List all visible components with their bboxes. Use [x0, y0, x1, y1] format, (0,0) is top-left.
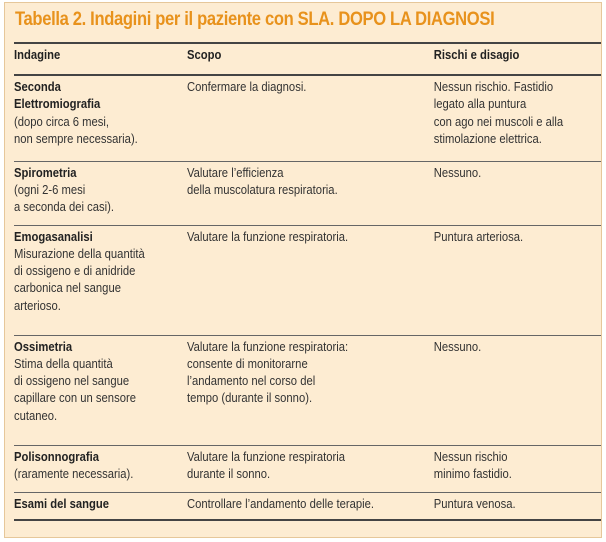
risk-text: Nessun rischio. Fastidio legato alla puntura con ago nei muscoli e alla stimolazione elettrica. [433, 80, 564, 146]
table-row [14, 75, 601, 161]
exam-cell [14, 75, 187, 161]
scope-cell [187, 225, 431, 335]
risk-text: Puntura arteriosa. [433, 229, 524, 244]
header-indagine: Indagine [14, 43, 187, 75]
scope-text: Valutare l’efficienza della muscolatura respiratoria. [187, 165, 338, 197]
scope-text: Valutare la funzione respiratoria. [187, 229, 349, 244]
scope-cell [187, 492, 431, 520]
scope-text: Valutare la funzione respiratoria durante il sonno. [187, 449, 346, 481]
risk-text: Nessun rischio minimo fastidio. [433, 449, 512, 481]
exam-name: Ossimetria [14, 339, 73, 354]
exam-name: Polisonnografia [14, 449, 100, 464]
scope-cell [187, 75, 431, 161]
table-row [14, 335, 601, 445]
scope-text: Confermare la diagnosi. [187, 80, 307, 94]
table-row [14, 161, 601, 225]
exam-name: Seconda Elettromiografia [14, 80, 101, 112]
exam-cell [14, 161, 187, 225]
scope-text: Controllare l’andamento delle terapie. [187, 496, 374, 511]
table-row [14, 445, 601, 492]
exam-note: Misurazione della quantità di ossigeno e di anidride carbonica nel sangue arterioso. [14, 246, 145, 313]
scope-cell [187, 161, 431, 225]
exam-note: Stima della quantità di ossigeno nel sangue capillare con un sensore cutaneo. [14, 356, 136, 423]
table-row [14, 492, 601, 520]
scope-cell [187, 335, 431, 445]
exam-note: (dopo circa 6 mesi, non sempre necessaria). [14, 114, 138, 146]
risk-cell [431, 445, 601, 492]
header-row [14, 43, 601, 75]
exam-cell [14, 335, 187, 445]
scope-cell [187, 445, 431, 492]
exam-note: (raramente necessaria). [14, 466, 134, 481]
header-rischi: Rischi e disagio [431, 43, 601, 75]
risk-cell [431, 75, 601, 161]
exam-name: Emogasanalisi [14, 229, 93, 244]
risk-cell [431, 161, 601, 225]
exam-cell [14, 445, 187, 492]
table-title: Tabella 2. Indagini per il paziente con SLA. DOPO LA DIAGNOSI [15, 8, 495, 30]
risk-cell [431, 335, 601, 445]
scope-text: Valutare la funzione respiratoria: consente di monitorarne l’andamento nel corso del tempo (durante il sonno). [187, 339, 349, 406]
risk-cell [431, 492, 601, 520]
table-panel [4, 2, 602, 538]
exam-note: (ogni 2-6 mesi a seconda dei casi). [14, 182, 115, 215]
risk-cell [431, 225, 601, 335]
exam-name: Esami del sangue [14, 496, 110, 511]
exam-cell [14, 492, 187, 520]
header-scopo: Scopo [187, 43, 431, 75]
exam-cell [14, 225, 187, 335]
risk-text: Nessuno. [433, 165, 482, 180]
exam-name: Spirometria [14, 165, 77, 180]
risk-text: Nessuno. [433, 339, 482, 354]
table-row [14, 225, 601, 335]
risk-text: Puntura venosa. [433, 496, 516, 511]
exams-table [14, 42, 601, 521]
